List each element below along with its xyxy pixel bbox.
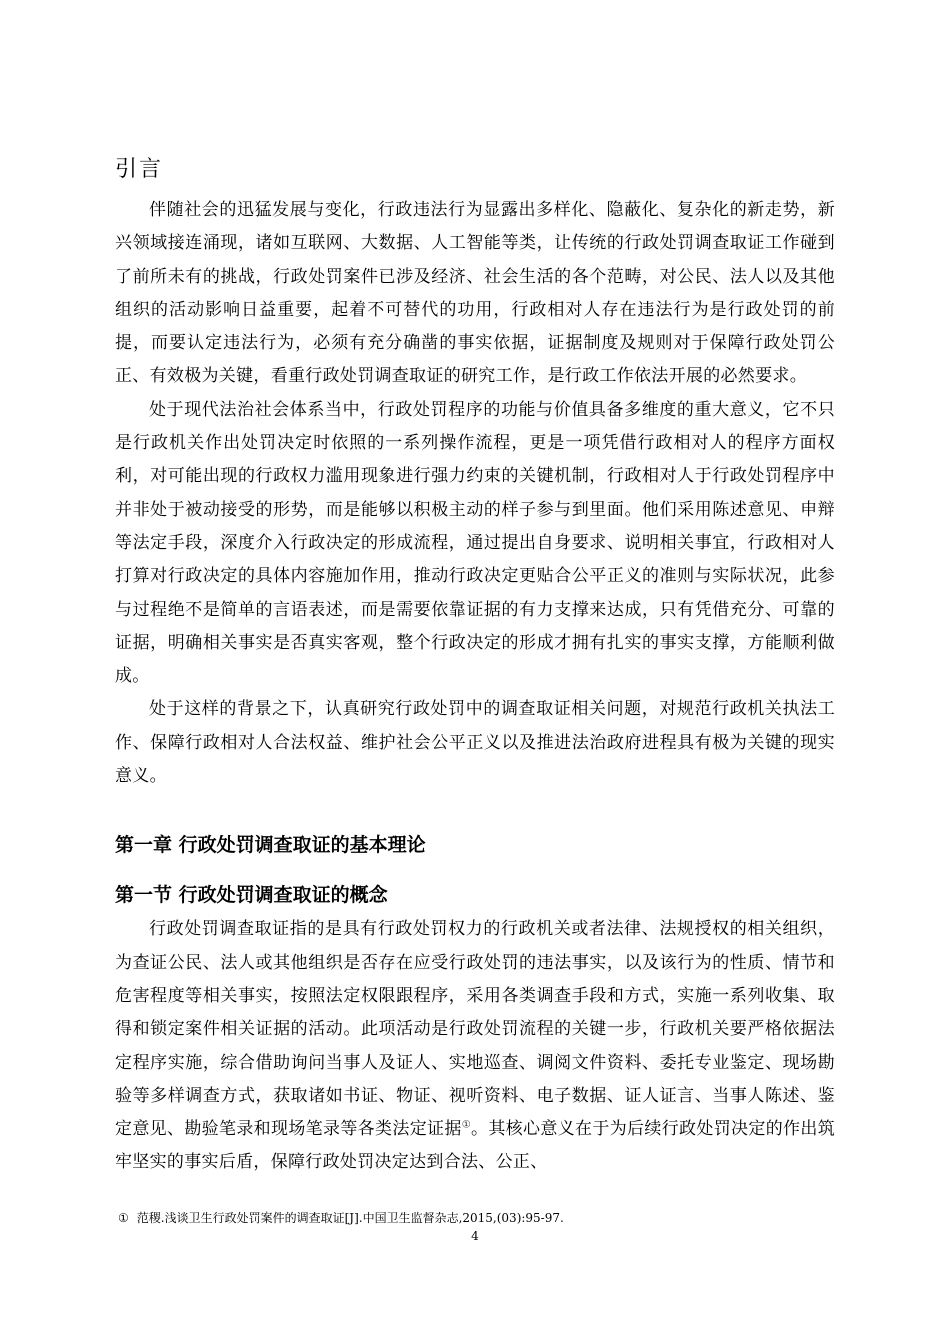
section-paragraph-text-1: 行政处罚调查取证指的是具有行政处罚权力的行政机关或者法律、法规授权的相关组织，为查证公民、法人或其他组织是否存在应受行政处罚的违法事实，以及该行为的性质、情节和危害程度等相关事实，按照法定权限跟程序，采用各类调查手段和方式，实施一系列收集、取得和锁定案件相关证据的活动。此项活动是行政处罚流程的关键一步，行政机关要严格依据法定程序实施，综合借助询问当事人及证人、实地巡查、调阅文件资料、委托专业鉴定、现场勘验等多样调查方式，获取诸如书证、物证、视听资料、电子数据、证人证言、当事人陈述、鉴定意见、勘验笔录和现场笔录等各类法定证据 [115,919,835,1140]
section-heading: 第一节 行政处罚调查取证的概念 [115,884,388,907]
chapter-heading: 第一章 行政处罚调查取证的基本理论 [115,834,426,857]
intro-paragraph-2: 处于现代法治社会体系当中，行政处罚程序的功能与价值具备多维度的重大意义，它不只是行政机关作出处罚决定时依照的一系列操作流程，更是一项凭借行政相对人的程序方面权利，对可能出现的行政权力滥用现象进行强力约束的关键机制，行政相对人于行政处罚程序中并非处于被动接受的形势，而是能够以积极主动的样子参与到里面。他们采用陈述意见、申辩等法定手段，深度介入行政决定的形成流程，通过提出自身要求、说明相关事宜，行政相对人打算对行政决定的具体内容施加作用，推动行政决定更贴合公平正义的准则与实际状况，此参与过程绝不是简单的言语表述，而是需要依靠证据的有力支撑来达成，只有凭借充分、可靠的证据，明确相关事实是否真实客观，整个行政决定的形成才拥有扎实的事实支撑，方能顺利做成。 [115,399,835,687]
section-paragraph-text-2: 。其核心意义在于为后续行政处罚决定的作出筑牢坚实的事实后盾，保障行政处罚决定达到合法、公正、 [115,1119,836,1173]
intro-heading: 引言 [115,157,164,182]
intro-paragraph-1: 伴随社会的迅猛发展与变化，行政违法行为显露出多样化、隐蔽化、复杂化的新走势，新兴领域接连涌现，诸如互联网、大数据、人工智能等类，让传统的行政处罚调查取证工作碰到了前所未有的挑战，行政处罚案件已涉及经济、社会生活的各个范畴，对公民、法人以及其他组织的活动影响日益重要，起着不可替代的功用，行政相对人存在违法行为是行政处罚的前提，而要认定违法行为，必须有充分确凿的事实依据，证据制度及规则对于保障行政处罚公正、有效极为关键，看重行政处罚调查取证的研究工作，是行政工作依法开展的必然要求。 [115,200,835,387]
footnote-marker: ① [118,1211,129,1225]
footnote-reference[interactable]: ① [461,1119,472,1131]
page-body [115,150,835,1180]
footnote [118,1208,564,1228]
footnote-text: 范稷.浅谈卫生行政处罚案件的调查取证[J].中国卫生监督杂志,2015,(03):95-97. [136,1211,564,1225]
page-number: 4 [471,1229,479,1243]
section-paragraph [115,913,835,1179]
intro-paragraph-3: 处于这样的背景之下，认真研究行政处罚中的调查取证相关问题，对规范行政机关执法工作、保障行政相对人合法权益、维护社会公平正义以及推进法治政府进程具有极为关键的现实意义。 [115,699,835,787]
